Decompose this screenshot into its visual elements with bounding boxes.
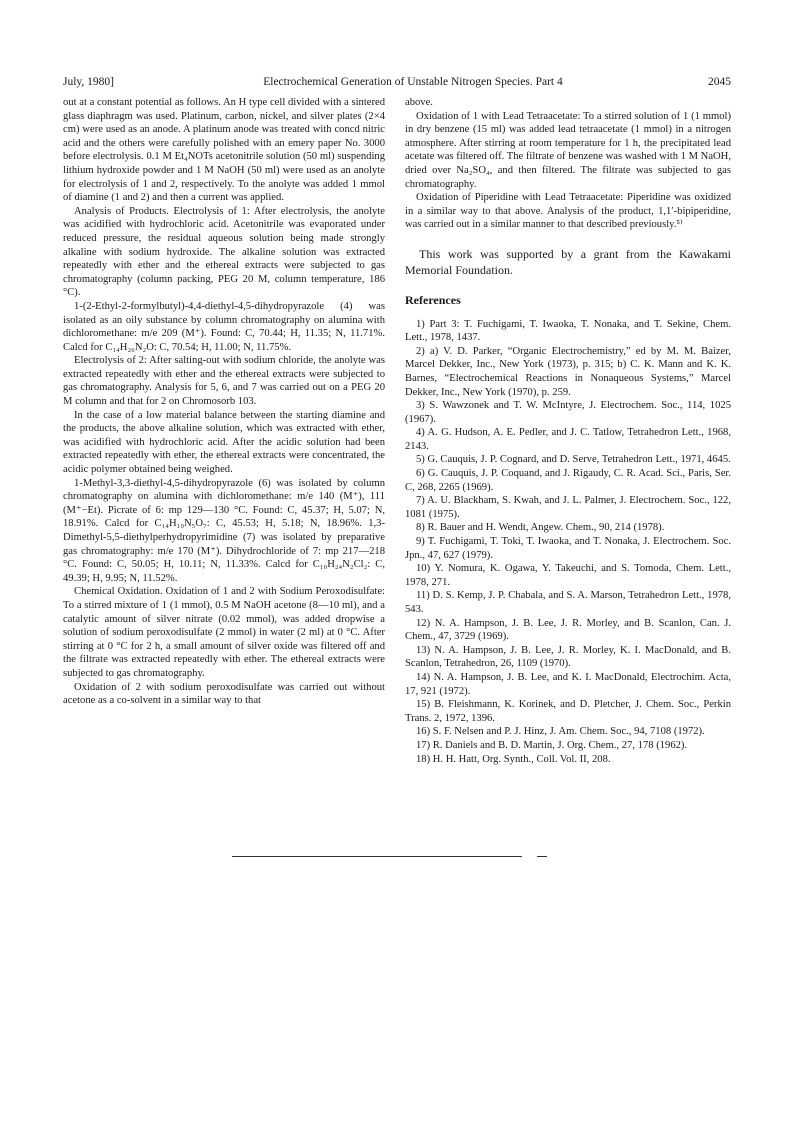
reference-item: 17) R. Daniels and B. D. Martin, J. Org. Chem., 27, 178 (1962).	[416, 739, 688, 751]
paragraph: 1-Methyl-3,3-diethyl-4,5-dihydropyrazole (6) was isolated by column chromatography on alumina with dichloromethane: m/e 140 (M⁺), 111 (M⁺−Et). Picrate of 6: mp 129—130 °C. Found: C, 45.37; H, 5.07; N, 18.91%. Calcd for C₁₄H₁₉N₅O₇: C, 45.53; H, 5.18; N, 18.96%. 1,3-Dimethyl-5,5-diethylperhydropyrimidine (7) was isolated by preparative gas chromatography: m/e 170 (M⁺). Dihydrochloride of 7: mp 217—218 °C. Found: C, 50.05; H, 10.11; N, 11.33%. Calcd for C₁₀H₂₄N₂Cl₂: C, 49.39; H, 9.95; N, 11.52%.	[63, 477, 385, 584]
reference-list	[405, 318, 731, 767]
header-date: July, 1980]	[63, 76, 115, 88]
paragraph: out at a constant potential as follows. An H type cell divided with a sintered glass diaphragm was used. Platinum, carbon, nickel, and silver plates (2×4 cm) were used as an anode. A platinum anode was treated with concd nitric acid and the others were carefully polished with an emery paper No. 3000 before electrolysis. 0.1 M Et₄NOTs acetonitrile solution (50 ml) suspending lithium hydroxide powder and 1 M NaOH (50 ml) were used as an anolyte for electrolysis of 1 and 2, respectively. To the anolyte was added 1 mmol of diamine (1 and 2) and then a current was applied.	[63, 97, 385, 204]
paragraph: Oxidation of 2 with sodium peroxodisulfate was carried out without acetone as a co-solvent in a similar way to that	[63, 681, 385, 707]
paragraph: Electrolysis of 2: After salting-out with sodium chloride, the anolyte was extracted repeatedly with ether and the ethereal extracts were subjected to gas chromatography. Analysis for 5, 6, and 7 was carried out on a PEG 20 M column and that for 2 on Chromosorb 103.	[63, 355, 385, 408]
reference-item: 15) B. Fleishmann, K. Korinek, and D. Pletcher, J. Chem. Soc., Perkin Trans. 2, 1972, 1396.	[405, 699, 731, 724]
reference-item: 13) N. A. Hampson, J. B. Lee, J. R. Morley, K. I. MacDonald, and B. Scanlon, Tetrahedron, 26, 1109 (1970).	[405, 644, 731, 670]
left-column	[63, 96, 385, 708]
reference-item: 5) G. Cauquis, J. P. Cognard, and D. Serve, Tetrahedron Lett., 1971, 4645.	[416, 454, 731, 466]
reference-item: 4) A. G. Hudson, A. E. Pedler, and J. C. Tatlow, Tetrahedron Lett., 1968, 2143.	[405, 427, 731, 452]
paragraph: above.	[405, 97, 433, 108]
end-rule	[232, 856, 522, 857]
acknowledgement: This work was supported by a grant from the Kawakami Memorial Foundation.	[405, 246, 731, 277]
reference-item: 11) D. S. Kemp, J. P. Chabala, and S. A. Marson, Tetrahedron Lett., 1978, 543.	[405, 590, 731, 615]
reference-item: 16) S. F. Nelsen and P. J. Hinz, J. Am. Chem. Soc., 94, 7108 (1972).	[416, 726, 705, 738]
header-title: Electrochemical Generation of Unstable Nitrogen Species. Part 4	[263, 76, 563, 88]
reference-item: 1) Part 3: T. Fuchigami, T. Iwaoka, T. Nonaka, and T. Sekine, Chem. Lett., 1978, 1437.	[405, 318, 731, 344]
paragraph: 1-(2-Ethyl-2-formylbutyl)-4,4-diethyl-4,5-dihydropyrazole (4) was isolated as an oily substance by column chromatography on alumina with dichloromethane: m/e 209 (M⁺). Found: C, 70.44; H, 11.35; N, 11.71%. Calcd for C₁₄H₂₆N₂O: C, 70.54; H, 11.00; N, 11.75%.	[63, 300, 385, 353]
reference-item: 14) N. A. Hampson, J. B. Lee, and K. I. MacDonald, Electrochim. Acta, 17, 921 (1972).	[405, 671, 731, 697]
right-column	[405, 96, 731, 766]
paragraph: In the case of a low material balance between the starting diamine and the products, the above alkaline solution, which was extracted with ether, was acidified with hydrochloric acid. After the acidic solution had been extracted repeatedly with ether, the ethereal extracts were concentrated, the acidic polymer obtained being weighed.	[63, 409, 385, 476]
reference-item: 18) H. H. Hatt, Org. Synth., Coll. Vol. II, 208.	[416, 753, 611, 765]
reference-item: 6) G. Cauquis, J. P. Coquand, and J. Rigaudy, C. R. Acad. Sci., Paris, Ser. C, 268, 2265 (1969).	[405, 468, 731, 493]
reference-item: 3) S. Wawzonek and T. W. McIntyre, J. Electrochem. Soc., 114, 1025 (1967).	[405, 400, 731, 425]
page-number: 2045	[708, 76, 731, 88]
paragraph: Analysis of Products. Electrolysis of 1: After electrolysis, the anolyte was acidified with hydrochloric acid. Acetonitrile was evaporated under reduced pressure, the residual aqueous solution being made strongly alkaline with sodium hydroxide. The alkaline solution was extracted repeatedly with ether and the ethereal extracts were subjected to gas chromatography (column packing, PEG 20 M, column temperature, 186 °C).	[63, 205, 385, 299]
reference-item: 8) R. Bauer and H. Wendt, Angew. Chem., 90, 214 (1978).	[416, 522, 665, 534]
paragraph: Oxidation of Piperidine with Lead Tetraacetate: Piperidine was oxidized in a similar way to that above. Analysis of the product, 1,1′-bipiperidine, was carried out in a similar manner to that described previously.⁵⁾	[405, 192, 731, 231]
reference-item: 12) N. A. Hampson, J. B. Lee, J. R. Morley, and B. Scanlon, Can. J. Chem., 47, 3729 (1969).	[405, 617, 731, 643]
paragraph: Chemical Oxidation. Oxidation of 1 and 2 with Sodium Peroxodisulfate: To a stirred mixture of 1 (1 mmol), 0.5 M NaOH acetone (8—10 ml), and a catalytic amount of silver nitrate (0.02 mmol), was added dropwise a solution of sodium peroxodisulfate (2 mmol) in water (2 ml) at 0 °C. After stirring at 0 °C for 2 h, a small amount of silver oxide was filtered off and the filtrate was extracted repeatedly with ether. The ethereal extracts were subjected to gas chromatography.	[63, 586, 385, 679]
paragraph: Oxidation of 1 with Lead Tetraacetate: To a stirred solution of 1 (1 mmol) in dry benzene (15 ml) was added lead tetraacetate (1 mmol) in a nitrogen atmosphere. After stirring at room temperature for 1 h, the precipitated lead acetate was filtered off. The filtrate of benzene was washed with 1 M NaOH, dried over Na₂SO₄, and then filtered. The filtrate was subjected to gas chromatography.	[405, 110, 731, 190]
end-rule-dash	[537, 856, 547, 857]
reference-item: 9) T. Fuchigami, T. Toki, T. Iwaoka, and T. Nonaka, J. Electrochem. Soc. Jpn., 47, 627 (1979).	[405, 536, 731, 561]
reference-item: 7) A. U. Blackham, S. Kwah, and J. L. Palmer, J. Electrochem. Soc., 122, 1081 (1975).	[405, 495, 731, 520]
references-heading: References	[405, 292, 461, 307]
reference-item: 2) a) V. D. Parker, “Organic Electrochemistry,” ed by M. M. Baizer, Marcel Dekker, Inc., New York (1973), p. 315; b) C. K. Mann and K. K. Barnes, “Electrochemical Reactions in Nonaqueous Systems,” Marcel Dekker, Inc., New York (1970), p. 259.	[405, 345, 731, 398]
reference-item: 10) Y. Nomura, K. Ogawa, Y. Takeuchi, and S. Tomoda, Chem. Lett., 1978, 271.	[405, 563, 731, 588]
